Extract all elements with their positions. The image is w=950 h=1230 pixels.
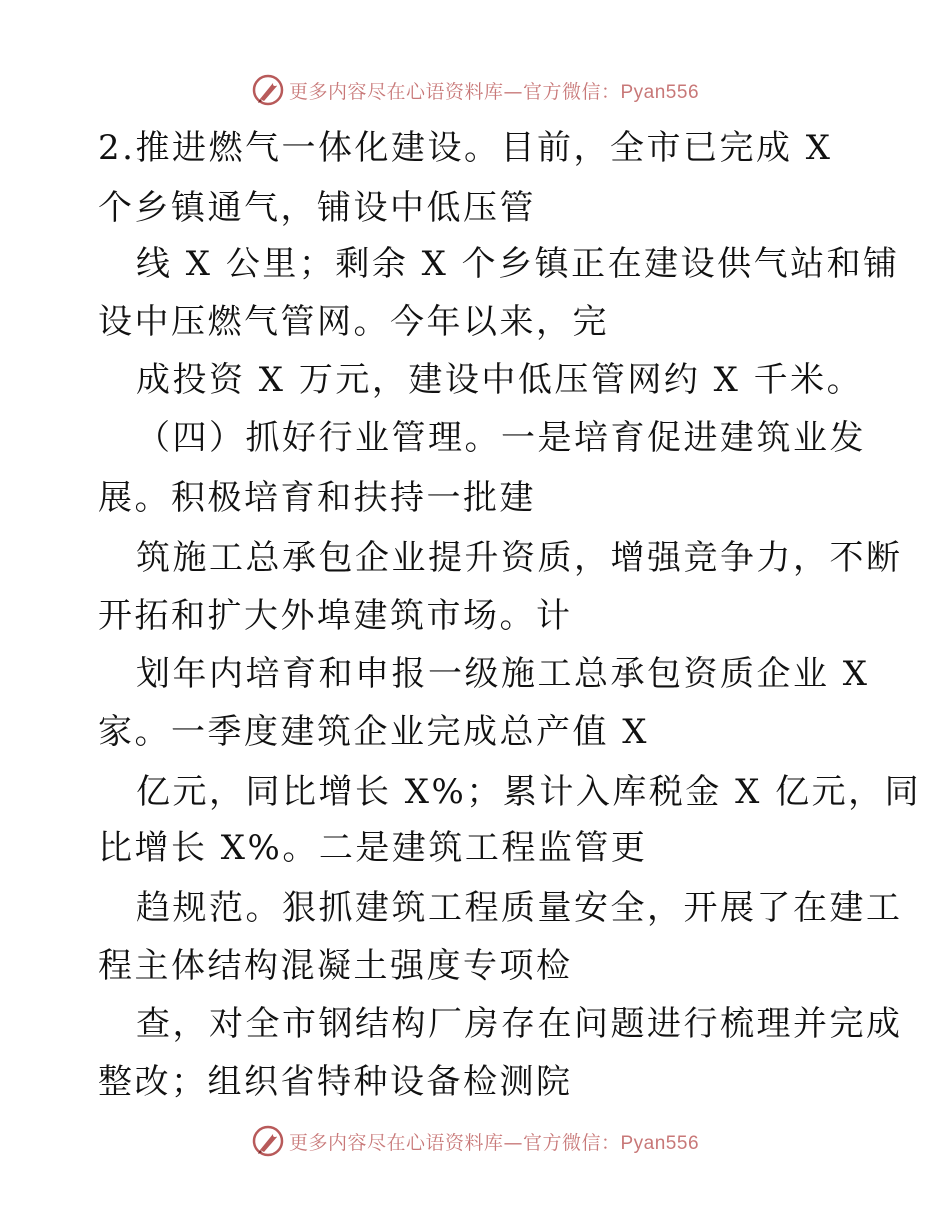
text-line: 筑施工总承包企业提升资质，增强竞争力，不断	[136, 538, 903, 578]
text-line: （四）抓好行业管理。一是培育促进建筑业发	[136, 418, 866, 458]
watermark-header	[0, 70, 950, 110]
pen-logo-icon	[251, 1124, 285, 1158]
text-line: 程主体结构混凝土强度专项检	[98, 946, 573, 986]
text-line: 个乡镇通气，铺设中低压管	[98, 188, 536, 228]
text-line: 2.推进燃气一体化建设。目前，全市已完成 X	[98, 128, 833, 168]
text-line: 趋规范。狠抓建筑工程质量安全，开展了在建工	[136, 888, 903, 928]
text-line: 查，对全市钢结构厂房存在问题进行梳理并完成	[136, 1004, 903, 1044]
text-line: 展。积极培育和扶持一批建	[98, 478, 536, 518]
text-line: 比增长 X%。二是建筑工程监管更	[98, 828, 648, 868]
text-line: 设中压燃气管网。今年以来，完	[98, 302, 609, 342]
watermark-footer	[0, 1121, 950, 1161]
text-line: 亿元，同比增长 X%；累计入库税金 X 亿元，同	[136, 772, 922, 812]
text-line: 划年内培育和申报一级施工总承包资质企业 X	[136, 654, 870, 694]
text-line: 成投资 X 万元，建设中低压管网约 X 千米。	[136, 360, 864, 400]
pen-logo-icon	[251, 73, 285, 107]
watermark-text: 更多内容尽在心语资料库—官方微信：Pyan556	[288, 1131, 700, 1154]
text-line: 线 X 公里；剩余 X 个乡镇正在建设供气站和铺	[136, 244, 900, 284]
text-line: 开拓和扩大外埠建筑市场。计	[98, 596, 573, 636]
text-line: 整改；组织省特种设备检测院	[98, 1062, 573, 1102]
watermark-text: 更多内容尽在心语资料库—官方微信：Pyan556	[288, 80, 700, 103]
text-line: 家。一季度建筑企业完成总产值 X	[98, 712, 650, 752]
